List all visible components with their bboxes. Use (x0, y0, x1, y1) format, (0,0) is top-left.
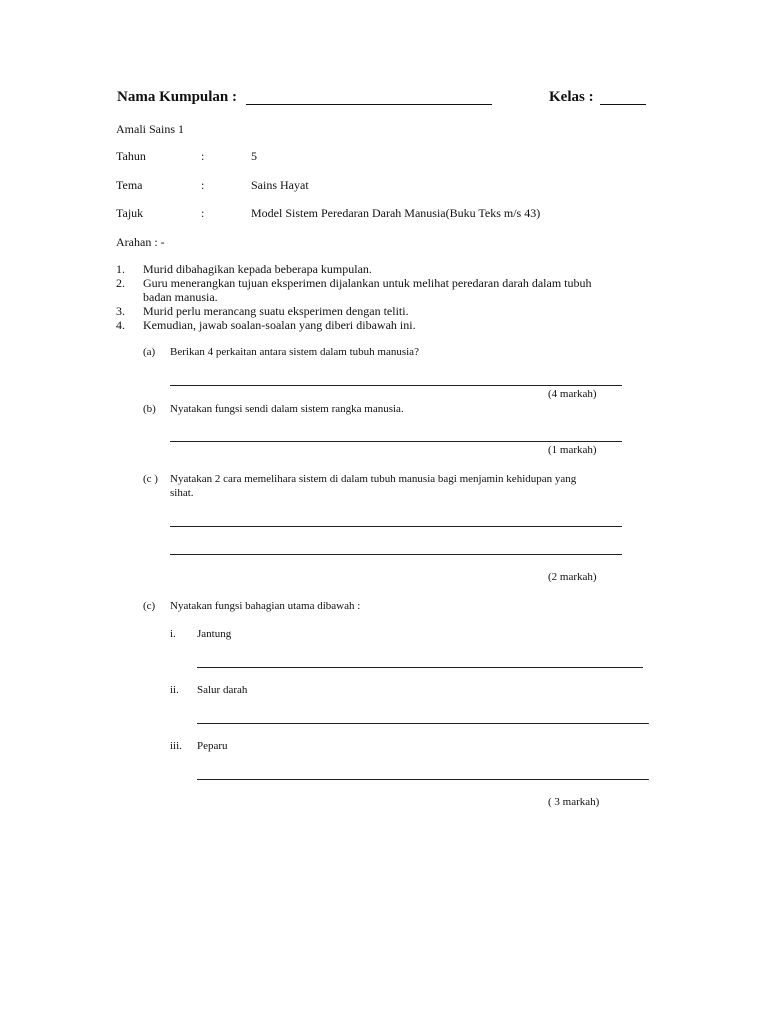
sub-part-number: iii. (170, 740, 182, 752)
year-label: Tahun (116, 149, 146, 163)
topic-label: Tajuk (116, 206, 144, 220)
sub-part-number: i. (170, 628, 176, 640)
question-c2-marks: ( 3 markah) (548, 796, 600, 808)
instruction-text: Guru menerangkan tujuan eksperimen dijalankan untuk melihat peredaran darah dalam tubuh (143, 276, 592, 290)
question-c1-text: Nyatakan 2 cara memelihara sistem di dalam tubuh manusia bagi menjamin kehidupan yang (170, 473, 577, 485)
instruction-number: 1. (116, 262, 125, 276)
group-name-label: Nama Kumpulan : (117, 89, 238, 105)
answer-line-lungs[interactable] (197, 779, 649, 780)
year-colon: : (201, 149, 205, 163)
question-c1-label: (c ) (143, 473, 158, 485)
theme-label: Tema (116, 178, 143, 192)
sub-part-number: ii. (170, 684, 179, 696)
instructions-label: Arahan : - (116, 235, 165, 249)
question-a-label: (a) (143, 346, 156, 358)
answer-line-c1-second[interactable] (170, 554, 622, 555)
question-c1-text-continued: sihat. (170, 487, 194, 499)
sub-part-lungs: Peparu (197, 740, 228, 752)
practical-title: Amali Sains 1 (116, 122, 184, 136)
instruction-text-continued: badan manusia. (143, 290, 218, 304)
question-b-label: (b) (143, 403, 156, 415)
answer-line-blood-vessel[interactable] (197, 723, 649, 724)
topic-colon: : (201, 206, 205, 220)
question-a-text: Berikan 4 perkaitan antara sistem dalam tubuh manusia? (170, 346, 419, 358)
instruction-text: Murid dibahagikan kepada beberapa kumpulan. (143, 262, 372, 276)
answer-line-a[interactable] (170, 385, 622, 386)
question-b-text: Nyatakan fungsi sendi dalam sistem rangka manusia. (170, 403, 404, 415)
question-c2-label: (c) (143, 600, 156, 612)
question-b-marks: (1 markah) (548, 444, 597, 456)
group-name-blank[interactable] (246, 104, 492, 105)
answer-line-c1-first[interactable] (170, 526, 622, 527)
answer-line-heart[interactable] (197, 667, 643, 668)
class-blank[interactable] (600, 104, 646, 105)
instruction-number: 4. (116, 318, 125, 332)
topic-value: Model Sistem Peredaran Darah Manusia(Buku Teks m/s 43) (251, 206, 541, 220)
year-value: 5 (251, 149, 257, 163)
question-a-marks: (4 markah) (548, 388, 597, 400)
answer-line-b[interactable] (170, 441, 622, 442)
instruction-text: Kemudian, jawab soalan-soalan yang diberi dibawah ini. (143, 318, 416, 332)
sub-part-heart: Jantung (197, 628, 232, 640)
theme-value: Sains Hayat (251, 178, 309, 192)
theme-colon: : (201, 178, 205, 192)
question-c1-marks: (2 markah) (548, 571, 597, 583)
instruction-text: Murid perlu merancang suatu eksperimen dengan teliti. (143, 304, 409, 318)
question-c2-text: Nyatakan fungsi bahagian utama dibawah : (170, 600, 361, 612)
instruction-number: 3. (116, 304, 125, 318)
instruction-number: 2. (116, 276, 125, 290)
sub-part-blood-vessel: Salur darah (197, 684, 248, 696)
class-label: Kelas : (549, 89, 594, 105)
